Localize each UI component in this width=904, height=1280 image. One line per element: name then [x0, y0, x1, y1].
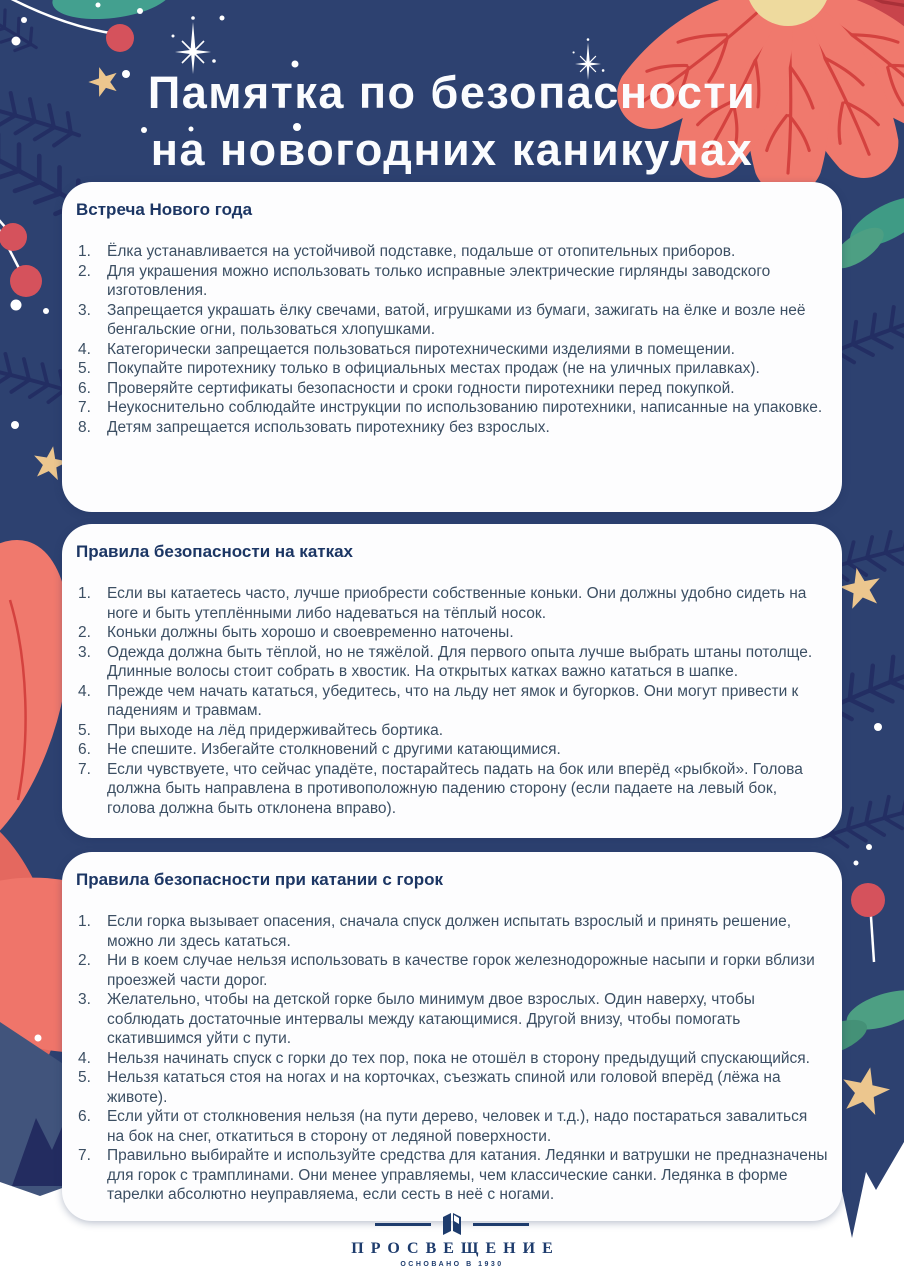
publisher-name: ПРОСВЕЩЕНИЕ [351, 1240, 560, 1257]
list-item: Запрещается украшать ёлку свечами, ватой, игрушками из бумаги, зажигать на ёлке и возле неё бенгальские огни, пользоваться хлопушками. [107, 301, 806, 338]
list-item: При выходе на лёд придерживайтесь бортика. [107, 721, 444, 739]
list-item: Правильно выбирайте и используйте средства для катания. Ледянки и ватрушки не предназначены для горок с трамплинами. Они менее управляемы, чем классические санки. Ледянка в форме тарелки абсолютно неуправляема, если сесть в неё с ногами. [107, 1147, 828, 1203]
publisher-tagline: ОСНОВАНО В 1930 [400, 1261, 504, 1268]
card-heading: Встреча Нового года [76, 200, 253, 219]
rules-list [76, 242, 828, 437]
list-item: Не спешите. Избегайте столкновений с другими катающимися. [107, 741, 561, 758]
list-item: Прежде чем начать кататься, убедитесь, что на льду нет ямок и бугорков. Они могут привести к падениям и травмам. [107, 682, 799, 719]
card-heading: Правила безопасности на катках [76, 542, 354, 561]
book-icon [441, 1212, 463, 1236]
card-new-year-meeting [62, 182, 842, 512]
poster-title [0, 64, 904, 178]
list-item: Категорически запрещается пользоваться пиротехническими изделиями в помещении. [107, 340, 735, 358]
list-item: Нельзя начинать спуск с горки до тех пор, пока не отошёл в сторону предыдущий спускающийся. [107, 1049, 810, 1067]
list-item: Для украшения можно использовать только исправные электрические гирлянды заводского изготовления. [107, 262, 771, 299]
publisher-logo [0, 1212, 904, 1268]
list-item: Желательно, чтобы на детской горке было минимум двое взрослых. Один наверху, чтобы соблюдать достаточные интервалы между катающимися. Другой внизу, чтобы помогать скатившимся уйти с пути. [107, 991, 755, 1047]
list-item: Одежда должна быть тёплой, но не тяжёлой. Для первого опыта лучше выбрать штаны потолще. Длинные волосы стоит собрать в хвостик. На открытых катках важно кататься в шапке. [107, 643, 813, 680]
list-item: Коньки должны быть хорошо и своевременно наточены. [107, 624, 514, 641]
list-item: Ни в коем случае нельзя использовать в качестве горок железнодорожные насыпи и горки вблизи проезжей части дорог. [107, 952, 815, 989]
list-item: Детям запрещается использовать пиротехнику без взрослых. [107, 418, 550, 436]
berry-icon [106, 24, 134, 52]
card-heading: Правила безопасности при катании с горок [76, 870, 444, 889]
list-item: Неукоснительно соблюдайте инструкции по использованию пиротехники, написанные на упаковке. [107, 399, 823, 416]
list-item: Если вы катаетесь часто, лучше приобрести собственные коньки. Они должны удобно сидеть на ноге и быть утеплёнными либо надеваться на тёплый носок. [107, 585, 807, 622]
list-item: Проверяйте сертификаты безопасности и сроки годности пиротехники перед покупкой. [107, 379, 735, 397]
poster-title-line2: на новогодних каникулах [150, 124, 754, 175]
list-item: Если горка вызывает опасения, сначала спуск должен испытать взрослый и принять решение, можно ли здесь кататься. [107, 913, 792, 950]
list-item: Нельзя кататься стоя на ногах и на корточках, съезжать спиной или головой вперёд (лёжа на животе). [107, 1069, 781, 1106]
card-sledding-rules [62, 852, 842, 1221]
list-item: Если чувствуете, что сейчас упадёте, постарайтесь падать на бок или вперёд «рыбкой». Голова должна быть направлена в противоположную падению сторону (если падаете на левый бок, голова должна быть отклонена вправо). [107, 760, 803, 817]
poster-title-line1: Памятка по безопасности [147, 67, 757, 118]
list-item: Если уйти от столкновения нельзя (на пути дерево, человек и т.д.), надо постараться завалиться на бок на снег, откатиться в сторону от ледяной поверхности. [107, 1108, 808, 1145]
list-item: Покупайте пиротехнику только в официальных местах продаж (не на уличных прилавках). [107, 360, 760, 377]
card-ice-rink-rules [62, 524, 842, 838]
list-item: Ёлка устанавливается на устойчивой подставке, подальше от отопительных приборов. [107, 243, 736, 260]
rules-list [76, 584, 828, 818]
logo-divider [473, 1223, 529, 1226]
rules-list [76, 912, 828, 1205]
logo-divider [375, 1223, 431, 1226]
